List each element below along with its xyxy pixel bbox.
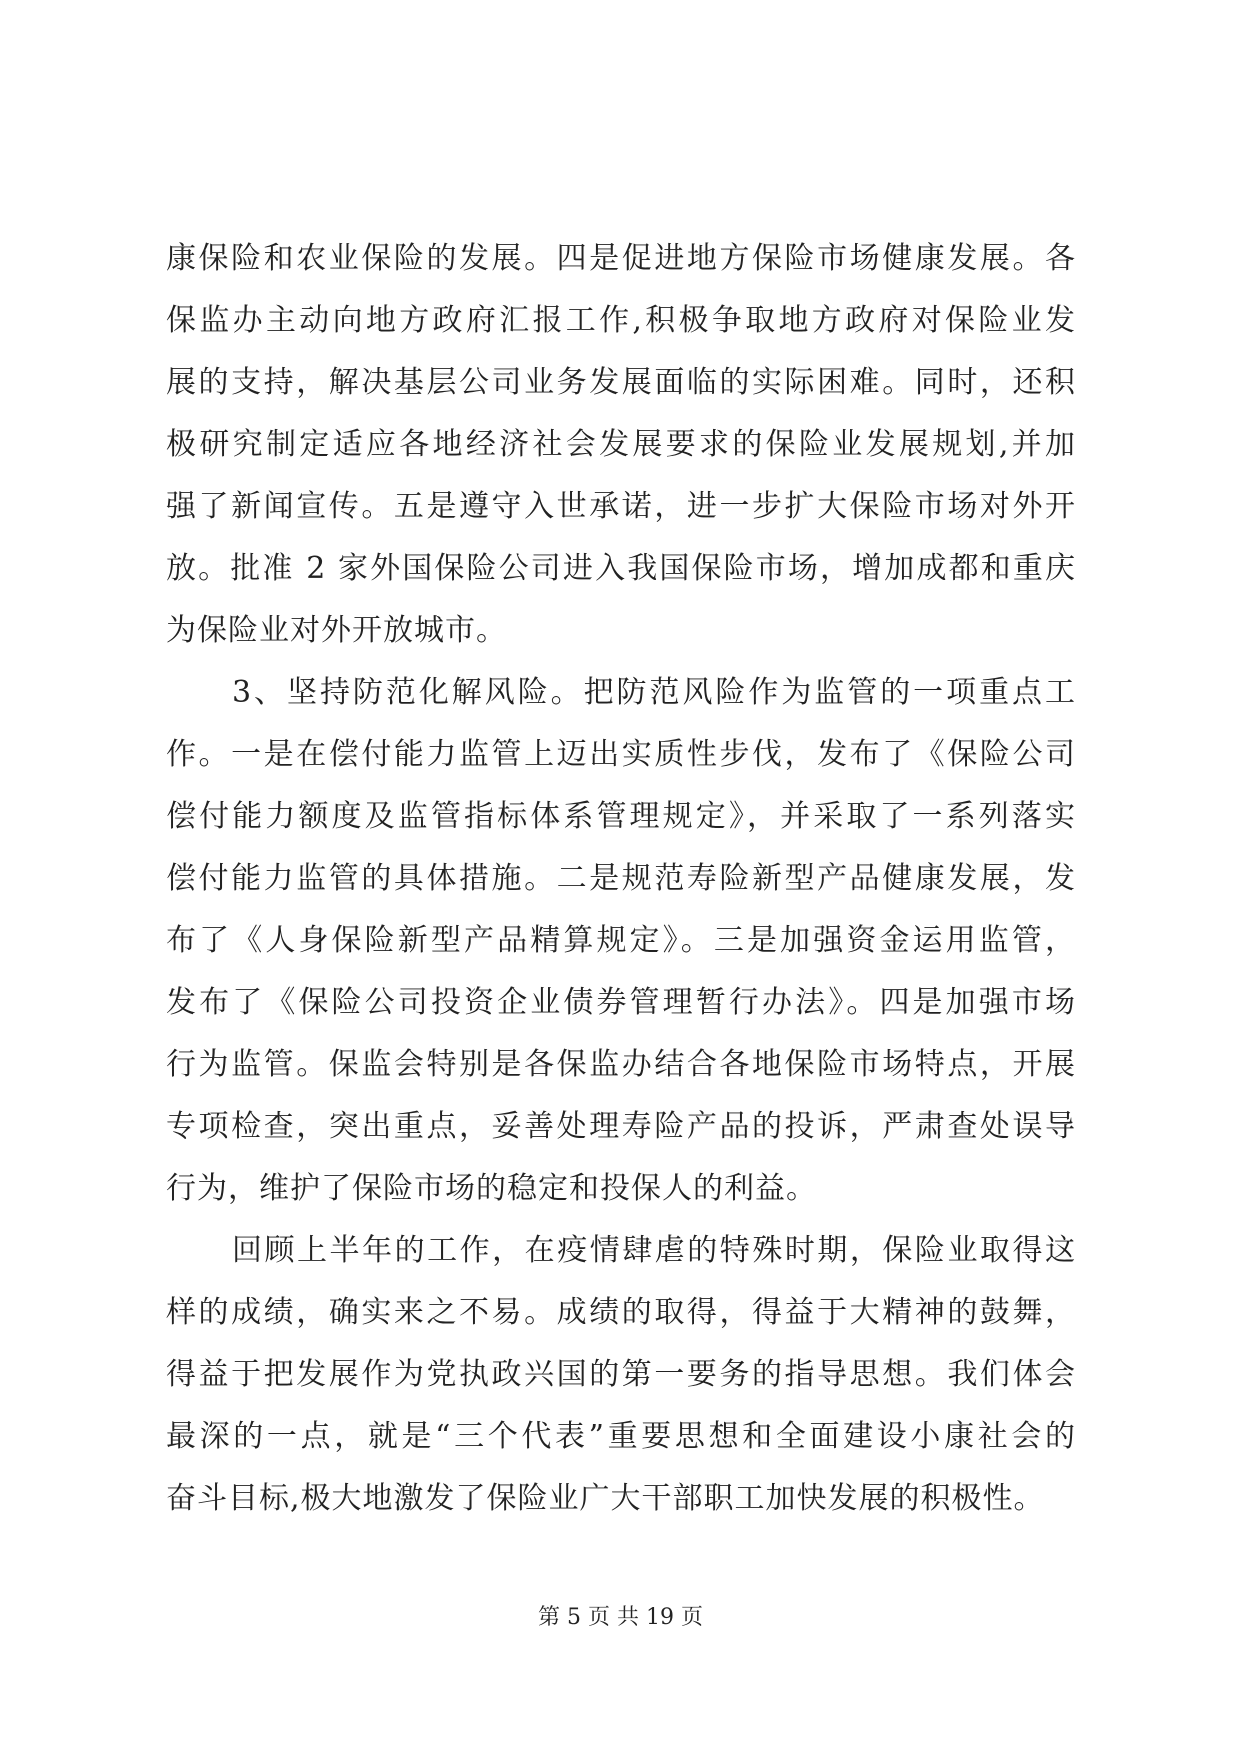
text-line: 保监办主动向地方政府汇报工作,积极争取地方政府对保险业发: [166, 303, 1076, 338]
text-line: 放。批准 2 家外国保险公司进入我国保险市场，增加成都和重庆: [166, 551, 1076, 586]
text-line: 行为，维护了保险市场的稳定和投保人的利益。: [166, 1171, 817, 1206]
text-line: 样的成绩，确实来之不易。成绩的取得，得益于大精神的鼓舞，: [166, 1295, 1076, 1330]
text-line: 展的支持，解决基层公司业务发展面临的实际困难。同时，还积: [166, 365, 1076, 400]
text-line: 偿付能力额度及监管指标体系管理规定》，并采取了一系列落实: [166, 799, 1076, 834]
body-text: [166, 228, 1076, 1530]
text-line: 为保险业对外开放城市。: [166, 613, 507, 648]
text-line: 作。一是在偿付能力监管上迈出实质性步伐，发布了《保险公司: [166, 737, 1076, 772]
paragraph-2: [166, 662, 1076, 1220]
text-line: 最深的一点，就是“三个代表”重要思想和全面建设小康社会的: [166, 1419, 1076, 1454]
text-line: 专项检查，突出重点，妥善处理寿险产品的投诉，严肃查处误导: [166, 1109, 1076, 1144]
text-line: 奋斗目标,极大地激发了保险业广大干部职工加快发展的积极性。: [166, 1481, 1045, 1516]
paragraph-3: [166, 1220, 1076, 1530]
text-line: 发布了《保险公司投资企业债券管理暂行办法》。四是加强市场: [166, 985, 1076, 1020]
text-line: 康保险和农业保险的发展。四是促进地方保险市场健康发展。各: [166, 241, 1076, 276]
text-line: 极研究制定适应各地经济社会发展要求的保险业发展规划,并加: [166, 427, 1076, 462]
text-line: 偿付能力监管的具体措施。二是规范寿险新型产品健康发展，发: [166, 861, 1076, 896]
text-line: 强了新闻宣传。五是遵守入世承诺，进一步扩大保险市场对外开: [166, 489, 1076, 524]
page-number-footer: 第 5 页 共 19 页: [538, 1605, 703, 1630]
text-line: 布了《人身保险新型产品精算规定》。三是加强资金运用监管，: [166, 923, 1076, 958]
text-line: 3、坚持防范化解风险。把防范风险作为监管的一项重点工: [232, 675, 1076, 710]
text-line: 得益于把发展作为党执政兴国的第一要务的指导思想。我们体会: [166, 1357, 1076, 1392]
text-line: 行为监管。保监会特别是各保监办结合各地保险市场特点，开展: [166, 1047, 1076, 1082]
text-line: 回顾上半年的工作，在疫情肆虐的特殊时期，保险业取得这: [232, 1233, 1076, 1268]
paragraph-1: [166, 228, 1076, 662]
